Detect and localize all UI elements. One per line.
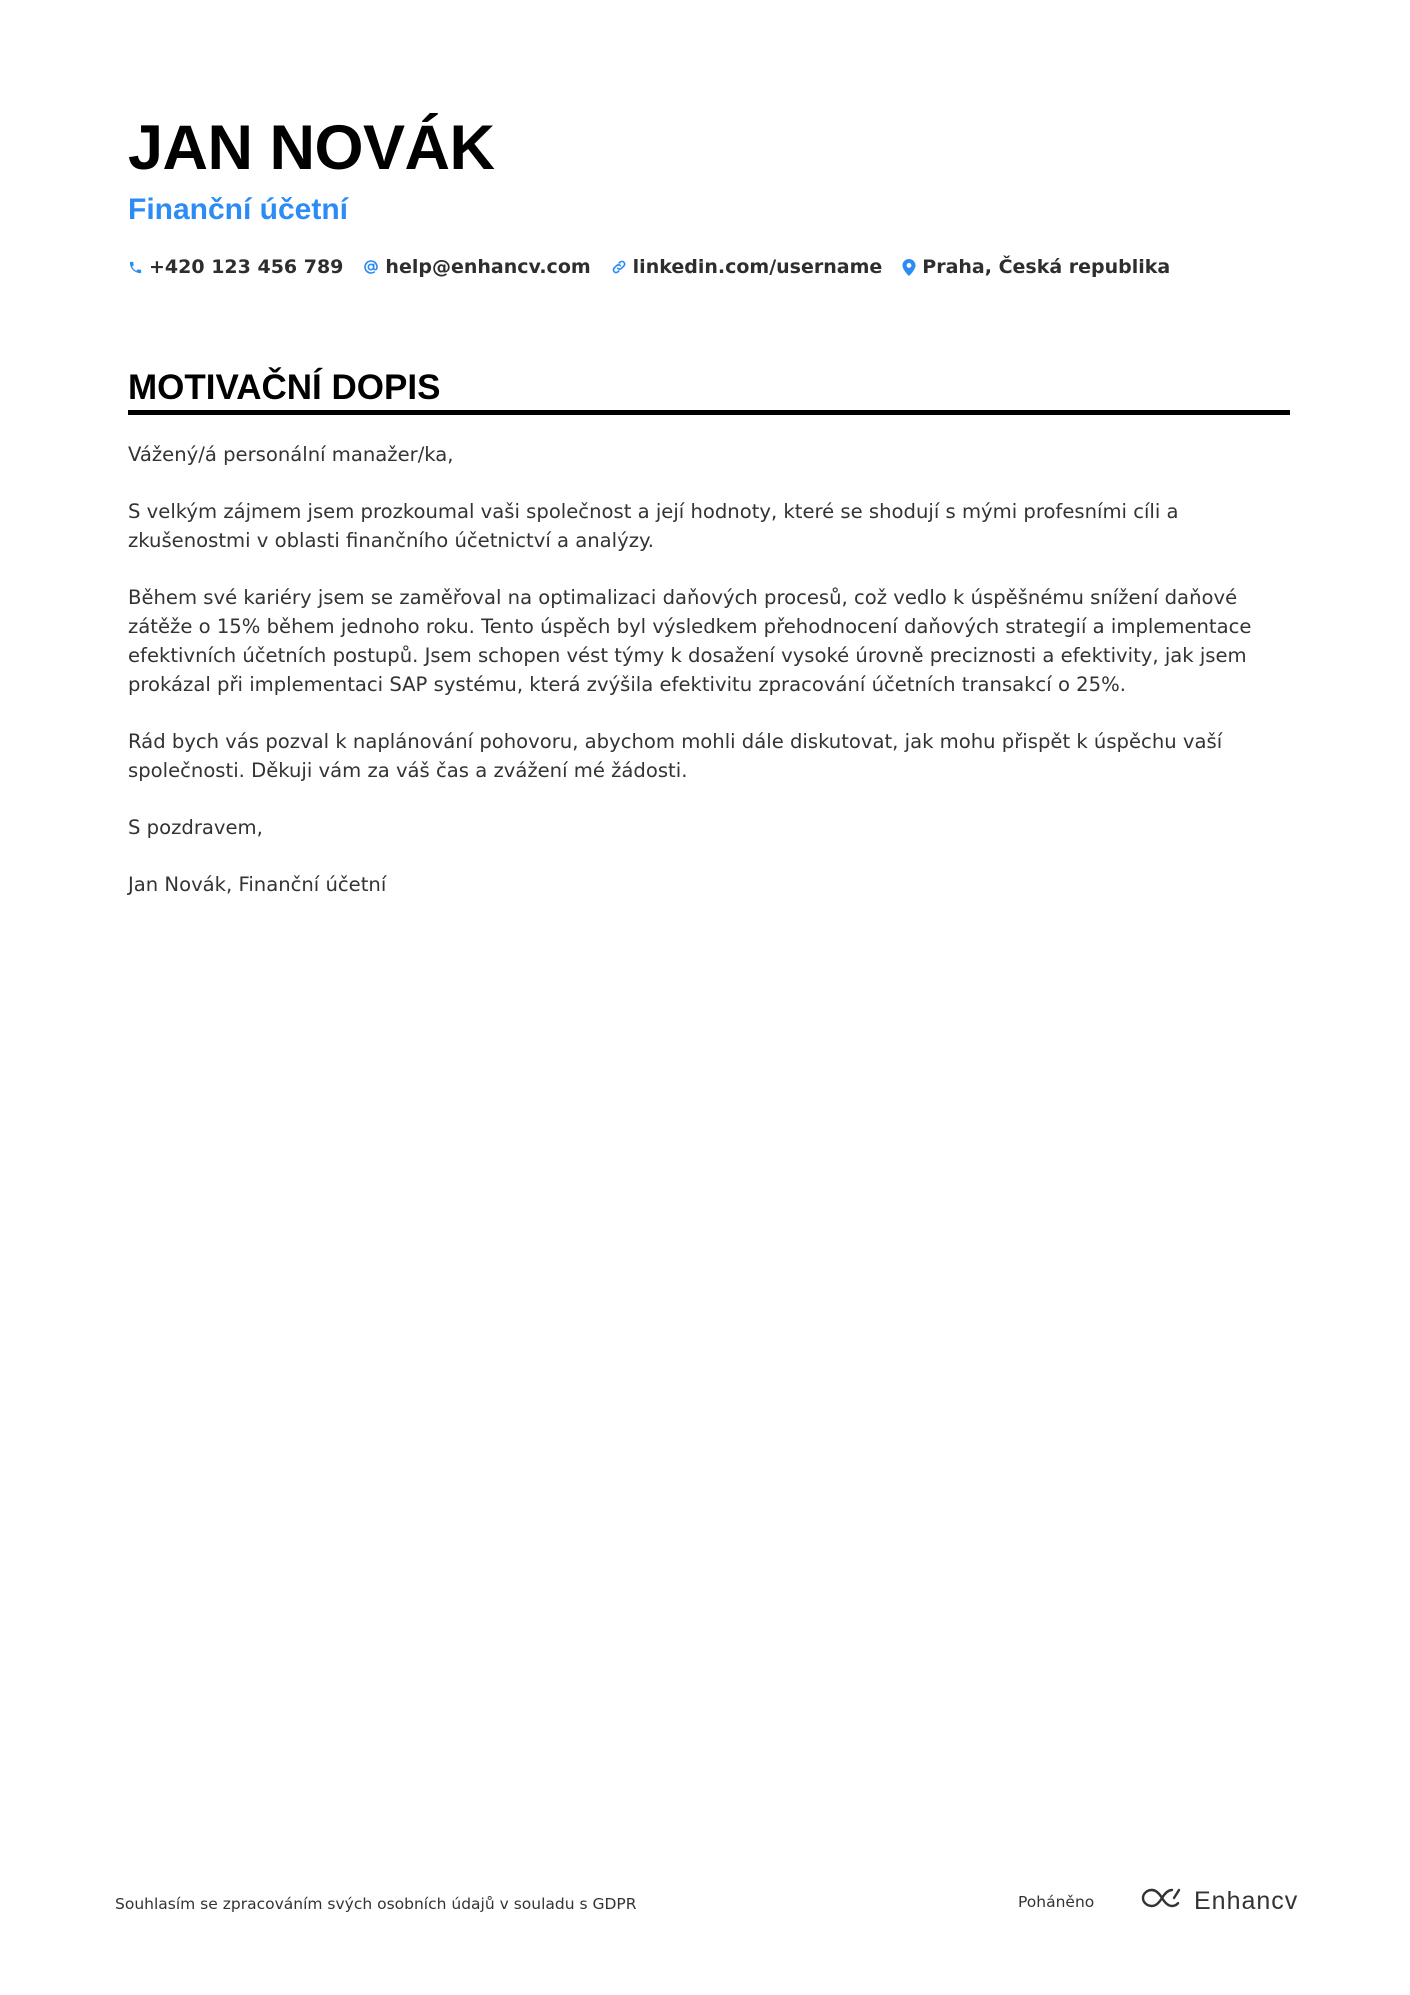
letter-signature: Jan Novák, Finanční účetní [128,873,387,897]
letter-body [128,441,1268,929]
candidate-role: Finanční účetní [128,193,349,226]
at-icon [363,259,379,275]
phone-icon [128,260,143,275]
contact-phone[interactable] [128,252,343,282]
section-title: MOTIVAČNÍ DOPIS [128,368,441,407]
letter-paragraph: S velkým zájmem jsem prozkoumal vaši společnost a její hodnoty, které se shodují s mými profesními cíli a zkušenostmi v oblasti finančního účetnictví a analýzy. [128,500,1179,553]
enhancv-brand-text: Enhancv [1194,1886,1299,1915]
infinity-logo-icon [1138,1885,1186,1916]
letter-paragraph: Během své kariéry jsem se zaměřoval na optimalizaci daňových procesů, což vedlo k úspěšnému snížení daňové zátěže o 15% během jednoho roku. Tento úspěch byl výsledkem přehodnocení daňových strategií a implementace efektivních účetních postupů. Jsem schopen vést týmy k dosažení vysoké úrovně preciznosti a efektivity, jak jsem prokázal při implementaci SAP systému, která zvýšila efektivitu zpracování účetních transakcí o 25%. [128,586,1252,696]
powered-by-label: Poháněno [1018,1893,1095,1911]
enhancv-logo[interactable] [1138,1885,1298,1916]
link-icon [611,259,627,275]
gdpr-consent-text: Souhlasím se zpracováním svých osobních údajů v souladu s GDPR [115,1895,637,1913]
section-divider [128,410,1290,415]
letter-salutation: Vážený/á personální manažer/ka, [128,443,454,466]
location-pin-icon [902,259,916,276]
contact-bar [128,252,1170,282]
letter-closing: S pozdravem, [128,816,263,840]
contact-location-text: Praha, Česká republika [922,256,1171,278]
contact-linkedin-text: linkedin.com/username [632,256,883,278]
candidate-name: JAN NOVÁK [128,113,495,183]
contact-email-text: help@enhancv.com [385,256,591,278]
contact-location [902,252,1170,282]
letter-paragraph: Rád bych vás pozval k naplánování pohovoru, abychom mohli dále diskutovat, jak mohu přispět k úspěchu vaší společnosti. Děkuji vám za váš čas a zvážení mé žádosti. [128,729,1223,782]
contact-phone-text: +420 123 456 789 [149,256,344,278]
contact-linkedin[interactable] [611,252,883,282]
contact-email[interactable] [363,252,590,282]
